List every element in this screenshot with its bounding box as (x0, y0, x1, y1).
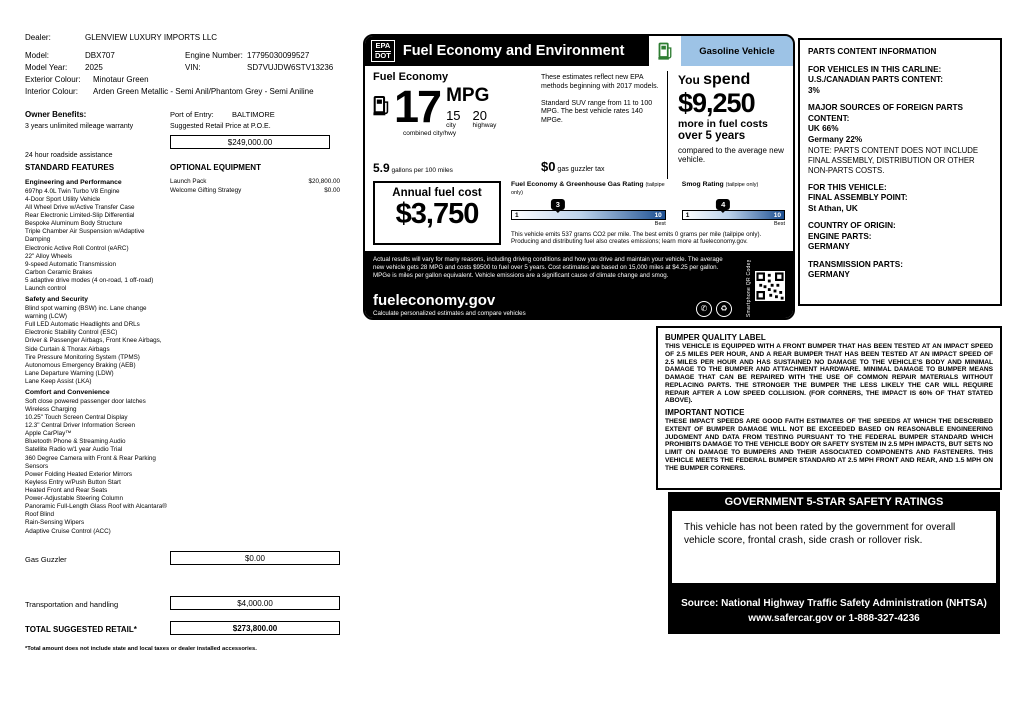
engine-number-value: 17795030099527 (247, 51, 310, 60)
engine-number-label: Engine Number: (185, 51, 243, 60)
parts-content-title: PARTS CONTENT INFORMATION (808, 47, 937, 56)
exterior-colour-row (25, 75, 360, 84)
us-canadian-label: U.S./CANADIAN PARTS CONTENT: (808, 75, 943, 84)
ghg-rating-label: Fuel Economy & Greenhouse Gas Rating (511, 181, 644, 188)
scale-max: 10 (654, 211, 662, 219)
feature-item: Rain-Sensing Wipers (25, 519, 85, 527)
feature-item: Blind spot warning (BSW) inc. Lane change warning (LCW) (25, 304, 147, 321)
feature-item: Electronic Stability Control (ESC) (25, 329, 118, 337)
carline-content (808, 65, 992, 97)
combined-label: combined city/hwy (403, 130, 457, 137)
epa-notes-column (541, 71, 659, 179)
mpg-unit: MPG (446, 85, 490, 106)
epa-logo-text: EPA (375, 40, 391, 50)
feature-section-title: Engineering and Performance (25, 179, 122, 186)
epa-header (365, 36, 793, 66)
mpg-detail (446, 86, 496, 129)
feature-section-safety (25, 296, 167, 386)
msrp-value: $249,000.00 (227, 137, 273, 147)
vehicle-type-text: Gasoline Vehicle (699, 45, 775, 57)
spend-label: spend (703, 71, 751, 88)
model-value: DBX707 (85, 51, 115, 60)
dealer-value: GLENVIEW LUXURY IMPORTS LLC (85, 33, 218, 42)
msrp-label: Suggested Retail Price at P.O.E. (170, 123, 271, 130)
model-label: Model: (25, 51, 50, 60)
gas-guzzler-label: Gas Guzzler (25, 555, 67, 564)
epa-footer-bottom (373, 293, 732, 317)
warranty-text: 3 years unlimited mileage warranty (25, 123, 134, 130)
total-retail-value: $273,800.00 (232, 623, 278, 633)
feature-item: Rear Electronic Limited-Slip Differential (25, 212, 135, 220)
fueleconomy-site-block (373, 293, 526, 317)
transmission-parts-label: TRANSMISSION PARTS: (808, 259, 903, 269)
standard-features-title: STANDARD FEATURES (25, 163, 115, 172)
spend-line2: over 5 years (678, 130, 746, 143)
foreign-content (808, 103, 992, 176)
feature-item: Panoramic Full-Length Glass Roof with Alcantara® Roof Blind (25, 503, 167, 519)
feature-items (25, 188, 167, 293)
feature-item: Driver & Passenger Airbags, Front Knee Airbags, Side Curtain & Thorax Airbags (25, 337, 162, 353)
range-note: Standard SUV range from 11 to 100 MPG. The best vehicle rates 140 MPGe. (541, 99, 653, 124)
epa-footer-left (373, 256, 732, 317)
fueleconomy-url: fueleconomy.gov (373, 291, 496, 309)
foreign-heading: MAJOR SOURCES OF FOREIGN PARTS CONTENT: (808, 103, 963, 123)
gas-guzzler-box (170, 551, 340, 565)
feature-section-engineering (25, 179, 167, 293)
gas-guzzler-value: $0.00 (244, 553, 266, 563)
assembly-label: FINAL ASSEMBLY POINT: (808, 193, 908, 203)
feature-item: 4-Door Sport Utility Vehicle (25, 195, 101, 203)
feature-item: 12.3" Central Driver Information Screen (25, 422, 136, 430)
bumper-title: BUMPER QUALITY LABEL (665, 333, 766, 342)
highway-mpg (473, 109, 497, 129)
optional-equipment-row (170, 187, 340, 194)
feature-section-comfort (25, 389, 167, 536)
safety-source-line2: www.safercar.gov or 1-888-327-4236 (748, 612, 920, 624)
interior-colour-row (25, 87, 360, 96)
optional-equipment-name: Launch Pack (170, 178, 207, 185)
feature-item: Carbon Ceramic Brakes (25, 268, 93, 276)
bumper-body: THIS VEHICLE IS EQUIPPED WITH A FRONT BUMPER THAT HAS BEEN TESTED AT AN IMPACT SPEED OF 2.5 MILES PER HOUR, AND A REAR BUMPER THAT HAS BEEN TESTED AT AN IMPACT SPEED OF 2.5 MILES PER HOUR AND HAS SUSTAINED NO DAMAGE TO THE VEHICLE'S BODY AND MINIMAL DAMAGE TO THE BUMPER AND ATTACHMENT HARDWARE. MINIMAL DAMAGE TO BUMPER MEANS DAMAGE THAT CAN BE REPAIRED WITH THE USE OF COMMON REPAIR MATERIALS WITHOUT REPLACING PARTS. THE STRONGER THE BUMPER THE LESS LIKELY THE CAR WILL REQUIRE REPAIR AFTER A LOW SPEED COLLISION. (FOR CORNERS, THE IMPACT IS 60% OF THAT STATED ABOVE). (665, 343, 993, 405)
safety-ratings-body: This vehicle has not been rated by the government for overall vehicle score, frontal crash, side crash or rollover risk. (672, 511, 996, 583)
interior-colour-value: Arden Green Metallic - Semi Anil/Phantom Grey - Semi Aniline (93, 87, 314, 96)
methods-note: These estimates reflect new EPA methods beginning with 2017 models. (541, 74, 659, 90)
feature-item: 5 adaptive drive modes (4 on-road, 1 off-road) (25, 276, 154, 284)
gallons-per-100 (373, 161, 541, 175)
port-of-entry-row (170, 110, 275, 119)
optional-equipment-title: OPTIONAL EQUIPMENT (170, 163, 261, 172)
spend-line1: more in fuel costs (678, 118, 768, 131)
important-notice-body: THESE IMPACT SPEEDS ARE GOOD FAITH ESTIMATES OF THE SPEEDS AT WHICH THE DESCRIBED EXTENT OF BUMPER DAMAGE WILL NOT BE EXCEEDED BASED ON REASONABLE ENGINEERING JUDGMENT AND DATA FROM TESTING PURSUANT TO THE FEDERAL BUMPER STANDARD WHICH PROHIBITS DAMAGE TO THE VEHICLE BODY OR SAFETY SYSTEM IN 2.5 MPH IMPACTS, BUT SETS NO LIMIT ON DAMAGE TO BUMPERS AND THEIR ASSOCIATED COMPONENTS AND FASTENERS. THIS VEHICLE MEETS THE FEDERAL BUMPER STANDARD AT 2.5 MPH FRONT AND REAR, AND 1.5 MPH ON THE BUMPER CORNERS. (665, 418, 993, 472)
feature-item: Tire Pressure Monitoring System (TPMS) (25, 353, 140, 361)
dealer-row (25, 33, 360, 42)
emissions-note: This vehicle emits 537 grams CO2 per mile. The best emits 0 grams per mile (tailpipe only). Producing and distributing fuel also creates emissions; learn more at fueleconomy.gov. (511, 230, 762, 246)
feature-item: Satellite Radio w/1 year Audio Trial (25, 446, 123, 454)
annual-fuel-cost-box (373, 181, 501, 245)
feature-item: Bespoke Aluminum Body Structure (25, 220, 123, 228)
assembly-value: St Athan, UK (808, 203, 858, 213)
model-year-row (25, 63, 360, 72)
safety-ratings-title: GOVERNMENT 5-STAR SAFETY RATINGS (724, 496, 944, 508)
dealer-label: Dealer: (25, 33, 51, 42)
city-mpg (446, 109, 460, 129)
scale-min: 1 (515, 211, 519, 219)
fueleconomy-subtext: Calculate personalized estimates and compare vehicles (373, 309, 526, 317)
feature-section-title: Safety and Security (25, 296, 89, 304)
rating-sliders (511, 199, 785, 227)
epa-fuel-economy-label (363, 34, 795, 320)
gallons-value: 5.9 (373, 161, 390, 175)
transmission-content (808, 260, 992, 281)
important-notice-title: IMPORTANT NOTICE (665, 408, 745, 418)
gallons-label: gallons per 100 miles (391, 167, 453, 174)
dot-logo-text: DOT (375, 50, 391, 60)
tailpipe-note: (tailpipe only) (725, 182, 759, 188)
feature-item: 9-speed Automatic Transmission (25, 260, 116, 268)
model-year-label: Model Year: (25, 63, 68, 72)
ratings-panel (511, 181, 785, 246)
gas-guzzler-tax-label: gas guzzler tax (557, 165, 605, 173)
exterior-colour-label: Exterior Colour: (25, 75, 81, 84)
recycle-seal-icon: ♻ (716, 301, 732, 317)
optional-equipment-row (170, 178, 340, 185)
feature-section-title: Comfort and Convenience (25, 389, 110, 397)
combined-mpg-value: 17 (394, 81, 441, 132)
feature-item: Adaptive Cruise Control (ACC) (25, 527, 111, 535)
port-of-entry-label: Port of Entry: (170, 110, 214, 119)
feature-item: Launch control (25, 285, 67, 293)
highway-label: highway (472, 122, 497, 129)
transportation-box (170, 596, 340, 610)
safety-source-line1: Source: National Highway Traffic Safety Administration (NHTSA) (681, 598, 987, 609)
this-vehicle-content (808, 183, 992, 215)
epa-disclaimer: Actual results will vary for many reasons, including driving conditions and how you drive and maintain your vehicle. The average new vehicle gets 28 MPG and costs $9500 to fuel over 5 years. Cost estimates are based on 15,000 miles at $4.25 per gallon. MPGe is miles per gallon equivalent. Vehicle emissions are a significant cause of climate change and smog. (373, 255, 723, 279)
fuel-pump-icon (658, 41, 673, 61)
safety-ratings-source (672, 597, 996, 630)
epa-body (365, 66, 793, 246)
rating-headers (511, 181, 785, 197)
feature-items (25, 398, 167, 536)
feature-item: 697hp 4.0L Twin Turbo V8 Engine (25, 187, 120, 195)
origin-heading: COUNTRY OF ORIGIN: (808, 221, 896, 231)
feature-item: 360 Degree Camera with Front & Rear Parking Sensors (25, 454, 156, 470)
feature-item: Keyless Entry w/Push Button Start (25, 478, 121, 486)
epa-dot-logo (371, 40, 395, 62)
feature-item: Heated Front and Rear Seats (25, 487, 108, 495)
vehicle-type-badge (681, 36, 793, 66)
optional-equipment-price: $20,800.00 (308, 178, 340, 185)
ghg-slider (511, 199, 680, 227)
feature-item: All Wheel Drive w/Active Transfer Case (25, 203, 135, 211)
owner-benefits-label: Owner Benefits: (25, 110, 87, 119)
feature-item: Apple CarPlay™ (25, 430, 72, 438)
annual-fuel-cost-label: Annual fuel cost (392, 187, 482, 199)
total-retail-label: TOTAL SUGGESTED RETAIL* (25, 625, 137, 634)
safety-ratings-box (668, 492, 1000, 634)
vehicle-info-block (25, 33, 360, 99)
transportation-label: Transportation and handling (25, 600, 119, 609)
parts-note: NOTE: PARTS CONTENT DOES NOT INCLUDE FINAL ASSEMBLY, DISTRIBUTION OR OTHER NON-PARTS COSTS. (808, 146, 979, 175)
fuel-pump-icon (373, 94, 390, 117)
foreign-source-1: UK 66% (808, 124, 839, 133)
gas-guzzler-tax-value: $0 (541, 158, 556, 174)
best-label: Best (654, 220, 666, 227)
city-label: city (446, 122, 456, 129)
feature-item: Full LED Automatic Headlights and DRLs (25, 321, 140, 329)
pricing-footnote: *Total amount does not include state and local taxes or dealer installed accessories. (25, 646, 257, 652)
smog-rating-header (680, 181, 785, 197)
exterior-colour-value: Minotaur Green (93, 75, 149, 84)
you-spend-heading (678, 71, 788, 89)
bumper-quality-label (656, 326, 1002, 490)
feature-item: 10.25" Touch Screen Central Display (25, 414, 128, 422)
feature-item: Electronic Active Roll Control (eARC) (25, 244, 129, 252)
fuel-economy-heading: Fuel Economy (373, 71, 449, 83)
optional-equipment-price: $0.00 (324, 187, 340, 194)
msrp-box (170, 135, 330, 149)
model-year-value: 2025 (85, 63, 103, 72)
feature-item: Bluetooth Phone & Streaming Audio (25, 438, 126, 446)
tailpipe-note: (tailpipe only) (511, 182, 665, 196)
city-mpg-value: 15 (446, 108, 461, 123)
feature-item: Power-Adjustable Steering Column (25, 495, 124, 503)
feature-item: 22" Alloy Wheels (25, 252, 73, 260)
qr-code-label: Smartphone QR Code™ (746, 255, 752, 317)
model-row (25, 51, 360, 60)
standard-features-list (25, 176, 167, 536)
transportation-value: $4,000.00 (237, 598, 273, 608)
annual-fuel-cost-value: $3,750 (395, 198, 479, 230)
ghg-rating-scale (511, 199, 666, 220)
parts-content-box (798, 38, 1002, 306)
epa-title: Fuel Economy and Environment (402, 43, 625, 59)
roadside-text: 24 hour roadside assistance (25, 152, 113, 159)
smog-rating-marker: 4 (716, 199, 730, 210)
feature-item: Wireless Charging (25, 405, 77, 413)
feature-item: Soft close powered passenger door latches (25, 397, 146, 405)
optional-equipment-name: Welcome Gifting Strategy (170, 187, 242, 194)
spend-line3: compared to the average new vehicle. (678, 146, 784, 165)
interior-colour-label: Interior Colour: (25, 87, 78, 96)
epa-footer-right (738, 256, 785, 317)
transmission-parts-value: GERMANY (808, 270, 850, 280)
ghg-rating-marker: 3 (551, 199, 565, 210)
vin-label: VIN: (185, 63, 201, 72)
fuel-pump-header-box (649, 36, 681, 66)
gas-guzzler-tax (541, 159, 659, 175)
scale-min: 1 (685, 211, 690, 219)
you-label: You (678, 73, 700, 87)
epa-top-section (373, 71, 785, 179)
fuel-cost-comparison-column (667, 71, 788, 179)
feature-item: Triple Chamber Air Suspension w/Adaptive Damping (25, 228, 145, 244)
foreign-source-2: Germany 22% (808, 134, 863, 144)
best-label: Best (773, 220, 785, 227)
scale-max: 10 (773, 211, 781, 219)
engine-parts-label: ENGINE PARTS: (808, 231, 872, 241)
spend-amount: $9,250 (678, 88, 755, 118)
feature-item: Autonomous Emergency Braking (AEB) (25, 361, 136, 369)
highway-mpg-value: 20 (472, 108, 487, 123)
city-highway-values (446, 109, 496, 129)
epa-footer (365, 251, 793, 320)
mpg-row (373, 81, 541, 132)
us-canadian-value: 3% (808, 85, 820, 95)
feature-item: Lane Keep Assist (LKA) (25, 377, 92, 385)
smog-slider (680, 199, 785, 227)
ghg-rating-header (511, 181, 680, 197)
certification-seal-icon: ✆ (696, 301, 712, 317)
smog-rating-scale (682, 199, 785, 220)
epa-ratings-section (373, 181, 785, 246)
fuel-economy-column (373, 71, 541, 179)
vehicle-heading: FOR THIS VEHICLE: (808, 182, 887, 192)
total-retail-box (170, 621, 340, 635)
qr-code (755, 271, 785, 301)
carline-heading: FOR VEHICLES IN THIS CARLINE: (808, 64, 942, 74)
engine-parts-value: GERMANY (808, 242, 850, 252)
smog-rating-label: Smog Rating (681, 181, 724, 188)
origin-content (808, 221, 992, 253)
feature-item: Lane Departure Warning (LDW) (25, 369, 114, 377)
optional-equipment-list (170, 178, 340, 196)
feature-item: Power Folding Heated Exterior Mirrors (25, 470, 133, 478)
port-of-entry-value: BALTIMORE (232, 110, 275, 119)
feature-items (25, 305, 167, 386)
vin-value: SD7VUJDW6STV13236 (247, 63, 334, 72)
